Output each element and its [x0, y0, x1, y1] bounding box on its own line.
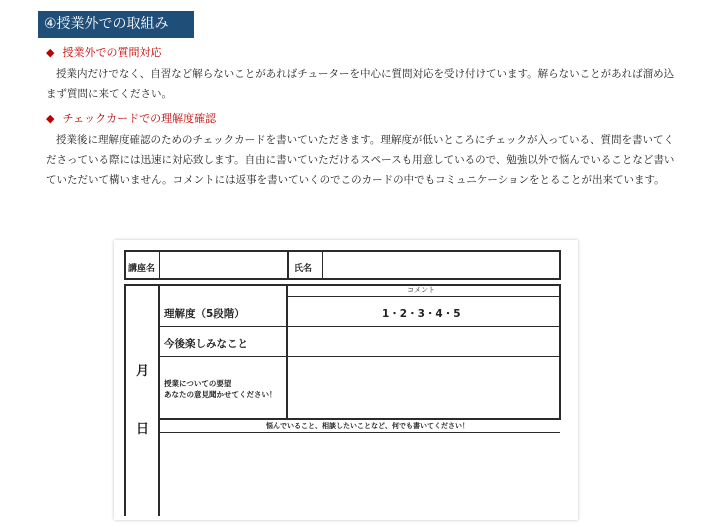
row-requests-label: 授業についての要望 あなたの意見聞かせてください！	[164, 379, 277, 399]
free-comment-label: 悩んでいること、相談したいことなど、何でも書いてください！	[266, 422, 469, 430]
row-understanding-scale: 1・2・3・4・5	[382, 308, 461, 320]
paragraph-questions	[46, 64, 676, 104]
course-name-label: 講座名	[128, 264, 156, 274]
subheading-questions	[46, 44, 161, 60]
row-looking-forward-label: 今後楽しみなこと	[164, 338, 248, 350]
subheading-checkcard-text: チェックカードでの理解度確認	[62, 112, 217, 125]
paragraph-checkcard	[46, 130, 676, 190]
month-label: 月	[136, 364, 150, 379]
paragraph-questions-text: 授業内だけでなく、自習など解らないことがあればチューターを中心に質問対応を受け付けています。解らないことがあれば溜め込まず質問に来てください。	[46, 68, 675, 100]
diamond-icon: ◆	[46, 46, 55, 59]
section-title: ④授業外での取組み	[38, 11, 194, 38]
check-card-image	[114, 240, 578, 520]
subheading-questions-text: 授業外での質問対応	[62, 46, 162, 59]
student-name-label: 氏名	[294, 264, 313, 274]
row-understanding-label: 理解度（5段階）	[164, 308, 245, 320]
diamond-icon: ◆	[46, 112, 55, 125]
comment-header: コメント	[407, 286, 435, 294]
paragraph-checkcard-text: 授業後に理解度確認のためのチェックカードを書いていただきます。理解度が低いところにチェックが入っている、質問を書いてくださっている際には迅速に対応致します。自由に書いていただけるスペースも用意しているので、勉強以外で悩んでいることなど書いていただいて構いません。コメントには返事を書いていくのでこのカードの中でもコミュニケーションをとることが出来ています。	[46, 134, 675, 186]
subheading-checkcard	[46, 110, 216, 126]
day-label: 日	[136, 422, 150, 437]
